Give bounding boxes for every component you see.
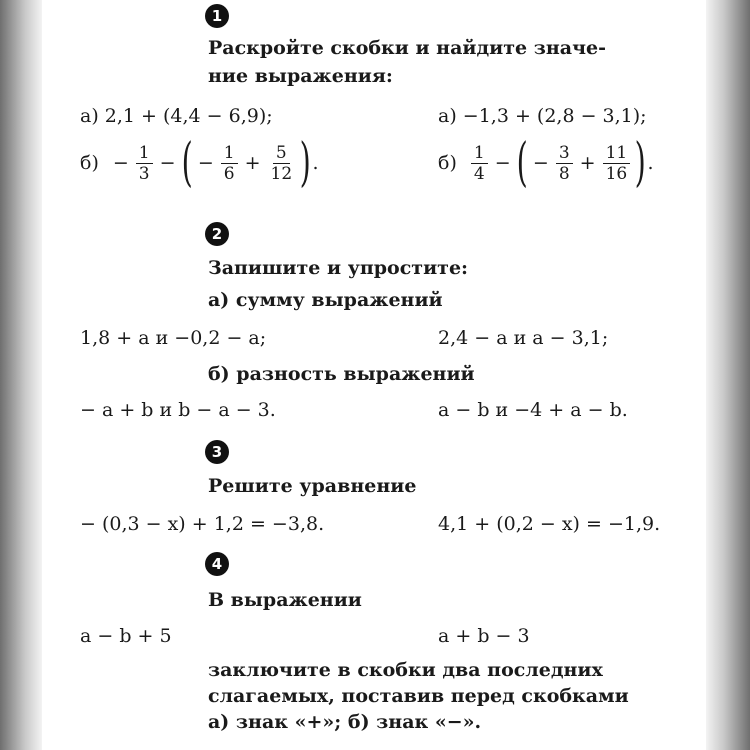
open-paren: ( <box>516 133 528 193</box>
minus: − <box>494 152 511 174</box>
numerator: 1 <box>471 143 488 164</box>
task-2b-left: − a + b и b − a − 3. <box>80 399 276 421</box>
denominator: 12 <box>270 163 293 184</box>
close-paren: ) <box>634 133 646 193</box>
numerator: 1 <box>221 143 238 164</box>
fraction <box>268 143 296 184</box>
label: б) <box>438 152 457 174</box>
task-3-right: 4,1 + (0,2 − x) = −1,9. <box>438 513 661 535</box>
period: . <box>312 152 319 174</box>
task-1-badge: 1 <box>205 4 229 28</box>
task-4-badge: 4 <box>205 552 229 576</box>
fraction <box>471 143 488 184</box>
open-paren: ( <box>181 133 193 193</box>
page-edge-right <box>706 0 750 750</box>
task-4-line1: заключите в скобки два последних <box>208 659 603 681</box>
denominator: 8 <box>558 163 570 184</box>
task-2-sub-a: а) сумму выражений <box>208 289 443 311</box>
numerator: 11 <box>603 143 631 164</box>
task-2a-left: 1,8 + a и −0,2 − a; <box>80 327 267 349</box>
fraction <box>136 143 153 184</box>
task-4-line3: а) знак «+»; б) знак «−». <box>208 711 482 733</box>
numerator: 5 <box>273 143 290 164</box>
task-3-left: − (0,3 − x) + 1,2 = −3,8. <box>80 513 325 535</box>
task-4-right: a + b − 3 <box>438 625 530 647</box>
plus: + <box>244 152 261 174</box>
task-4-left: a − b + 5 <box>80 625 172 647</box>
textbook-page <box>42 0 706 750</box>
task-2-instruction: Запишите и упростите: <box>208 257 469 279</box>
numerator: 1 <box>136 143 153 164</box>
label: б) <box>80 152 99 174</box>
task-1a-right: а) −1,3 + (2,8 − 3,1); <box>438 105 647 127</box>
denominator: 16 <box>605 163 628 184</box>
fraction <box>603 143 631 184</box>
task-4-line2: слагаемых, поставив перед скобками <box>208 685 629 707</box>
task-1b-left <box>80 133 319 193</box>
minus: − <box>197 152 214 174</box>
task-2b-right: a − b и −4 + a − b. <box>438 399 628 421</box>
minus: − <box>159 152 176 174</box>
denominator: 3 <box>138 163 150 184</box>
page-edge-left <box>0 0 42 750</box>
task-2-sub-b: б) разность выражений <box>208 363 475 385</box>
minus: − <box>112 152 129 174</box>
period: . <box>647 152 654 174</box>
denominator: 4 <box>473 163 485 184</box>
minus: − <box>532 152 549 174</box>
close-paren: ) <box>299 133 311 193</box>
task-4-instruction: В выражении <box>208 589 362 611</box>
task-2a-right: 2,4 − a и a − 3,1; <box>438 327 609 349</box>
task-1-instruction-line1: Раскройте скобки и найдите значе- <box>208 37 606 59</box>
task-1-instruction-line2: ние выражения: <box>208 65 393 87</box>
plus: + <box>579 152 596 174</box>
task-1a-left: а) 2,1 + (4,4 − 6,9); <box>80 105 273 127</box>
task-2-badge: 2 <box>205 222 229 246</box>
numerator: 3 <box>556 143 573 164</box>
fraction <box>556 143 573 184</box>
task-1b-right <box>438 133 654 193</box>
denominator: 6 <box>223 163 235 184</box>
task-3-instruction: Решите уравнение <box>208 475 417 497</box>
fraction <box>221 143 238 184</box>
task-3-badge: 3 <box>205 440 229 464</box>
